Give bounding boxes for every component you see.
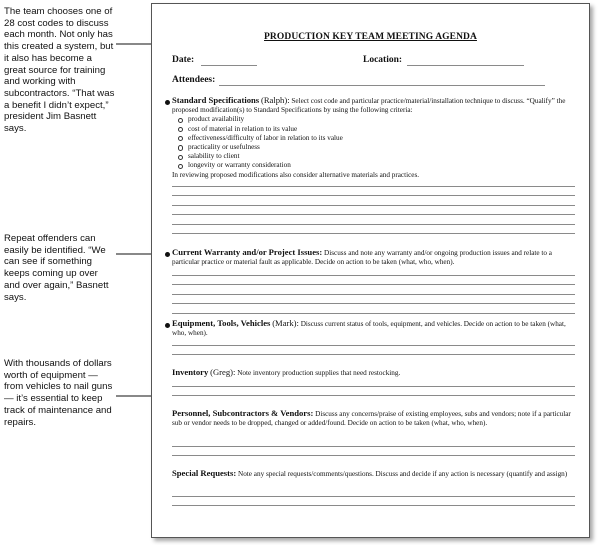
section-personnel xyxy=(172,409,575,428)
criteria-item: salability to client xyxy=(178,152,575,161)
section-heading: Inventory xyxy=(172,367,209,377)
criteria-item: practicality or usefulness xyxy=(178,143,575,152)
section-text: Note any special requests/comments/questions. Discuss and decide if any action is necessary (quantify and assign) xyxy=(238,470,568,478)
notes-lines-equipment[interactable] xyxy=(172,345,575,364)
notes-lines-warranty[interactable] xyxy=(172,275,575,322)
criteria-item: product availability xyxy=(178,115,575,124)
section-text: Discuss and note any warranty and/or ongoing production issues and relate to a particular practice or material fault as applicable. Decide on action to be taken (what, who, when). xyxy=(172,249,552,267)
criteria-item: cost of material in relation to its value xyxy=(178,125,575,134)
notes-lines-special[interactable] xyxy=(172,496,575,515)
section-heading: Equipment, Tools, Vehicles xyxy=(172,318,271,328)
section-text: Select cost code and particular practice/material/installation technique to discuss. “Qualify” the proposed modification(s) to Standard Specifications by using the following criteria: xyxy=(172,97,566,115)
location-label: Location: xyxy=(363,55,403,65)
section-bullet xyxy=(165,323,170,328)
section-person: (Mark): xyxy=(272,318,299,328)
section-footer-text: In reviewing proposed modifications also consider alternative materials and practices. xyxy=(172,170,420,179)
date-label: Date: xyxy=(172,55,195,65)
date-field[interactable] xyxy=(201,65,257,66)
location-field[interactable] xyxy=(407,65,524,66)
section-heading: Current Warranty and/or Project Issues: xyxy=(172,247,323,257)
section-person: (Ralph): xyxy=(260,95,290,105)
section-text: Discuss any concerns/praise of existing employees, subs and vendors; note if a particular sub or vendor needs to be dropped, changed or added/found. Decide on action to be taken (what, who, when). xyxy=(172,410,571,428)
section-person: (Greg): xyxy=(210,367,236,377)
notes-lines-inventory[interactable] xyxy=(172,386,575,405)
section-standard-specifications xyxy=(172,96,575,180)
section-heading: Personnel, Subcontractors & Vendors: xyxy=(172,408,314,418)
criteria-list xyxy=(172,115,575,170)
section-inventory xyxy=(172,368,575,378)
section-current-warranty xyxy=(172,248,575,267)
attendees-label: Attendees: xyxy=(172,75,216,85)
document-title: PRODUCTION KEY TEAM MEETING AGENDA xyxy=(264,32,477,42)
criteria-item: longevity or warranty consideration xyxy=(178,161,575,170)
agenda-document xyxy=(151,3,590,538)
criteria-item: effectiveness/difficulty of labor in relation to its value xyxy=(178,134,575,143)
section-heading: Special Requests: xyxy=(172,468,237,478)
section-text: Note inventory production supplies that need restocking. xyxy=(237,369,401,377)
annotation-cost-codes: The team chooses one of 28 cost codes to discuss each month. Not only has this created a system, but it also has become a great source for training and working with subcontractors. “That was a benefit I didn’t expect,” president Jim Basnett says. xyxy=(4,6,115,135)
section-special-requests xyxy=(172,469,575,479)
section-bullet xyxy=(165,100,170,105)
section-bullet xyxy=(165,252,170,257)
section-equipment xyxy=(172,319,575,338)
section-text: Discuss current status of tools, equipment, and vehicles. Decide on action to be taken (what, who, when). xyxy=(172,320,566,338)
annotation-repeat-offenders: Repeat offenders can easily be identified. “We can see if something keeps coming up over and over again,” Basnett says. xyxy=(4,233,109,303)
attendees-field[interactable] xyxy=(219,85,545,86)
notes-lines-personnel[interactable] xyxy=(172,446,575,465)
notes-lines-standard[interactable] xyxy=(172,186,575,242)
annotation-equipment: With thousands of dollars worth of equipment — from vehicles to nail guns — it’s essential to keep track of maintenance and repairs. xyxy=(4,358,113,428)
section-heading: Standard Specifications xyxy=(172,95,260,105)
